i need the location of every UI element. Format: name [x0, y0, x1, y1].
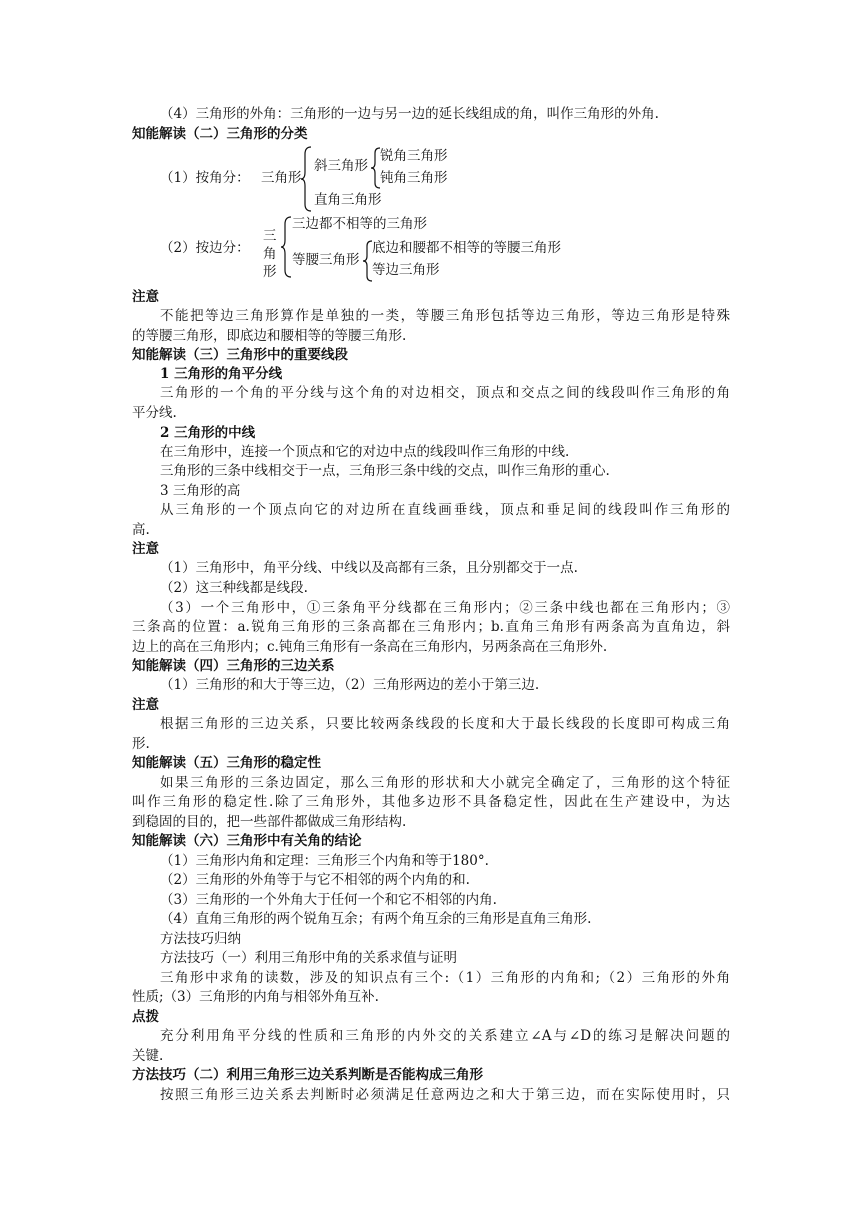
note-heading: 注意: [132, 541, 159, 557]
paragraph-line: 根据三角形的三边关系，只要比较两条线段的长度和大于最长线段的长度即可构成三角: [160, 716, 730, 732]
section-stability-title: 知能解读（五）三角形的稳定性: [132, 755, 321, 771]
paragraph-line: 性质;（3）三角形的内角与相邻外角互补.: [132, 989, 379, 1005]
paragraph-line: 按照三角形三边关系去判断时必须满足任意两边之和大于第三边，而在实际使用时，只: [160, 1087, 730, 1103]
section-segments-title: 知能解读（三）三角形中的重要线段: [132, 347, 348, 363]
section-angle-conclusions-title: 知能解读（六）三角形中有关角的结论: [132, 833, 362, 849]
obtuse-triangle-label: 钝角三角形: [380, 170, 448, 186]
list-item: （3）三角形的一个外角大于任何一个和它不相邻的内角.: [160, 892, 497, 908]
paragraph-line: 关键.: [132, 1048, 164, 1064]
section-classification-title: 知能解读（二）三角形的分类: [132, 126, 308, 142]
right-triangle-label: 直角三角形: [314, 192, 382, 208]
note-heading: 注意: [132, 697, 159, 713]
paragraph-line: 充分利用角平分线的性质和三角形的内外交的关系建立∠A与∠D的练习是解决问题的: [160, 1028, 730, 1044]
altitude-heading: 3 三角形的高: [160, 483, 241, 499]
isosceles-triangle-label: 等腰三角形: [292, 252, 360, 268]
acute-triangle-label: 锐角三角形: [380, 148, 448, 164]
by-side-root-char-3: 形: [263, 264, 277, 280]
paragraph-line: 三角形中求角的读数，涉及的知识点有三个:（1）三角形的内角和;（2）三角形的外角: [160, 970, 730, 986]
list-item: （2）三角形的外角等于与它不相邻的两个内角的和.: [160, 872, 470, 888]
paragraph-line: 叫作三角形的稳定性.除了三角形外，其他多边形不具备稳定性，因此在生产建设中，为达: [132, 794, 730, 810]
note-heading: 注意: [132, 289, 159, 305]
note-paragraph-line: 的等腰三角形，即底边和腰相等的等腰三角形.: [132, 328, 407, 344]
median-heading: 2 三角形的中线: [160, 425, 256, 441]
non-equilateral-isosceles-label: 底边和腰都不相等的等腰三角形: [372, 240, 561, 256]
by-side-root-char-1: 三: [263, 228, 277, 244]
paragraph-line: 三角形的三条中线相交于一点，三角形三条中线的交点，叫作三角形的重心.: [160, 463, 610, 479]
note-item: （2）这三种线都是线段.: [160, 580, 308, 596]
paragraph-line: 在三角形中，连接一个顶点和它的对边中点的线段叫作三角形的中线.: [160, 444, 570, 460]
section-side-relation-title: 知能解读（四）三角形的三边关系: [132, 658, 335, 674]
by-side-label: （2）按边分：: [160, 240, 250, 256]
paragraph-line: 到稳固的目的，把一些部件都做成三角形结构.: [132, 814, 407, 830]
methods-heading: 方法技巧归纳: [160, 931, 241, 947]
list-item: （4）直角三角形的两个锐角互余；有两个角互余的三角形是直角三角形.: [160, 911, 592, 927]
note-item: （1）三角形中，角平分线、中线以及高都有三条，且分别都交于一点.: [160, 560, 578, 576]
paragraph-line: 如果三角形的三条边固定，那么三角形的形状和大小就完全确定了，三角形的这个特征: [160, 775, 730, 791]
method-2-heading: 方法技巧（二）利用三角形三边关系判断是否能构成三角形: [132, 1067, 483, 1083]
paragraph-line: 形.: [132, 736, 150, 752]
by-angle-root: 三角形: [261, 170, 302, 186]
note-paragraph-line: 不能把等边三角形算作是单独的一类，等腰三角形包括等边三角形，等边三角形是特殊: [160, 308, 730, 324]
angle-bisector-heading: 1 三角形的角平分线: [160, 366, 283, 382]
scalene-triangle-label: 三边都不相等的三角形: [292, 216, 427, 232]
tip-heading: 点拨: [132, 1009, 159, 1025]
oblique-triangle-label: 斜三角形: [314, 158, 368, 174]
paragraph-line: 从三角形的一个顶点向它的对边所在直线画垂线，顶点和垂足间的线段叫作三角形的: [160, 502, 730, 518]
note-item: （3）一个三角形中，①三条角平分线都在三角形内；②三条中线也都在三角形内；③: [160, 600, 730, 616]
by-side-root-char-2: 角: [263, 246, 277, 262]
note-item: 边上的高在三角形内；c.钝角三角形有一条高在三角形内，另两条高在三角形外.: [132, 639, 608, 655]
note-item: 三条高的位置：a.锐角三角形的三条高都在三角形内；b.直角三角形有两条高为直角边，斜: [132, 619, 730, 635]
exterior-angle-definition: （4）三角形的外角：三角形的一边与另一边的延长线组成的角，叫作三角形的外角.: [160, 106, 659, 122]
paragraph-line: 三角形的一个角的平分线与这个角的对边相交，顶点和交点之间的线段叫作三角形的角: [160, 385, 730, 401]
method-1-heading: 方法技巧（一）利用三角形中角的关系求值与证明: [160, 950, 457, 966]
paragraph-line: 平分线.: [132, 405, 177, 421]
brace-icon: [300, 146, 314, 212]
equilateral-triangle-label: 等边三角形: [372, 262, 440, 278]
list-item: （1）三角形内角和定理：三角形三个内角和等于180°.: [160, 853, 489, 869]
paragraph-line: （1）三角形的和大于等三边，（2）三角形两边的差小于第三边.: [160, 677, 540, 693]
by-angle-label: （1）按角分：: [160, 170, 250, 186]
paragraph-line: 高.: [132, 522, 150, 538]
